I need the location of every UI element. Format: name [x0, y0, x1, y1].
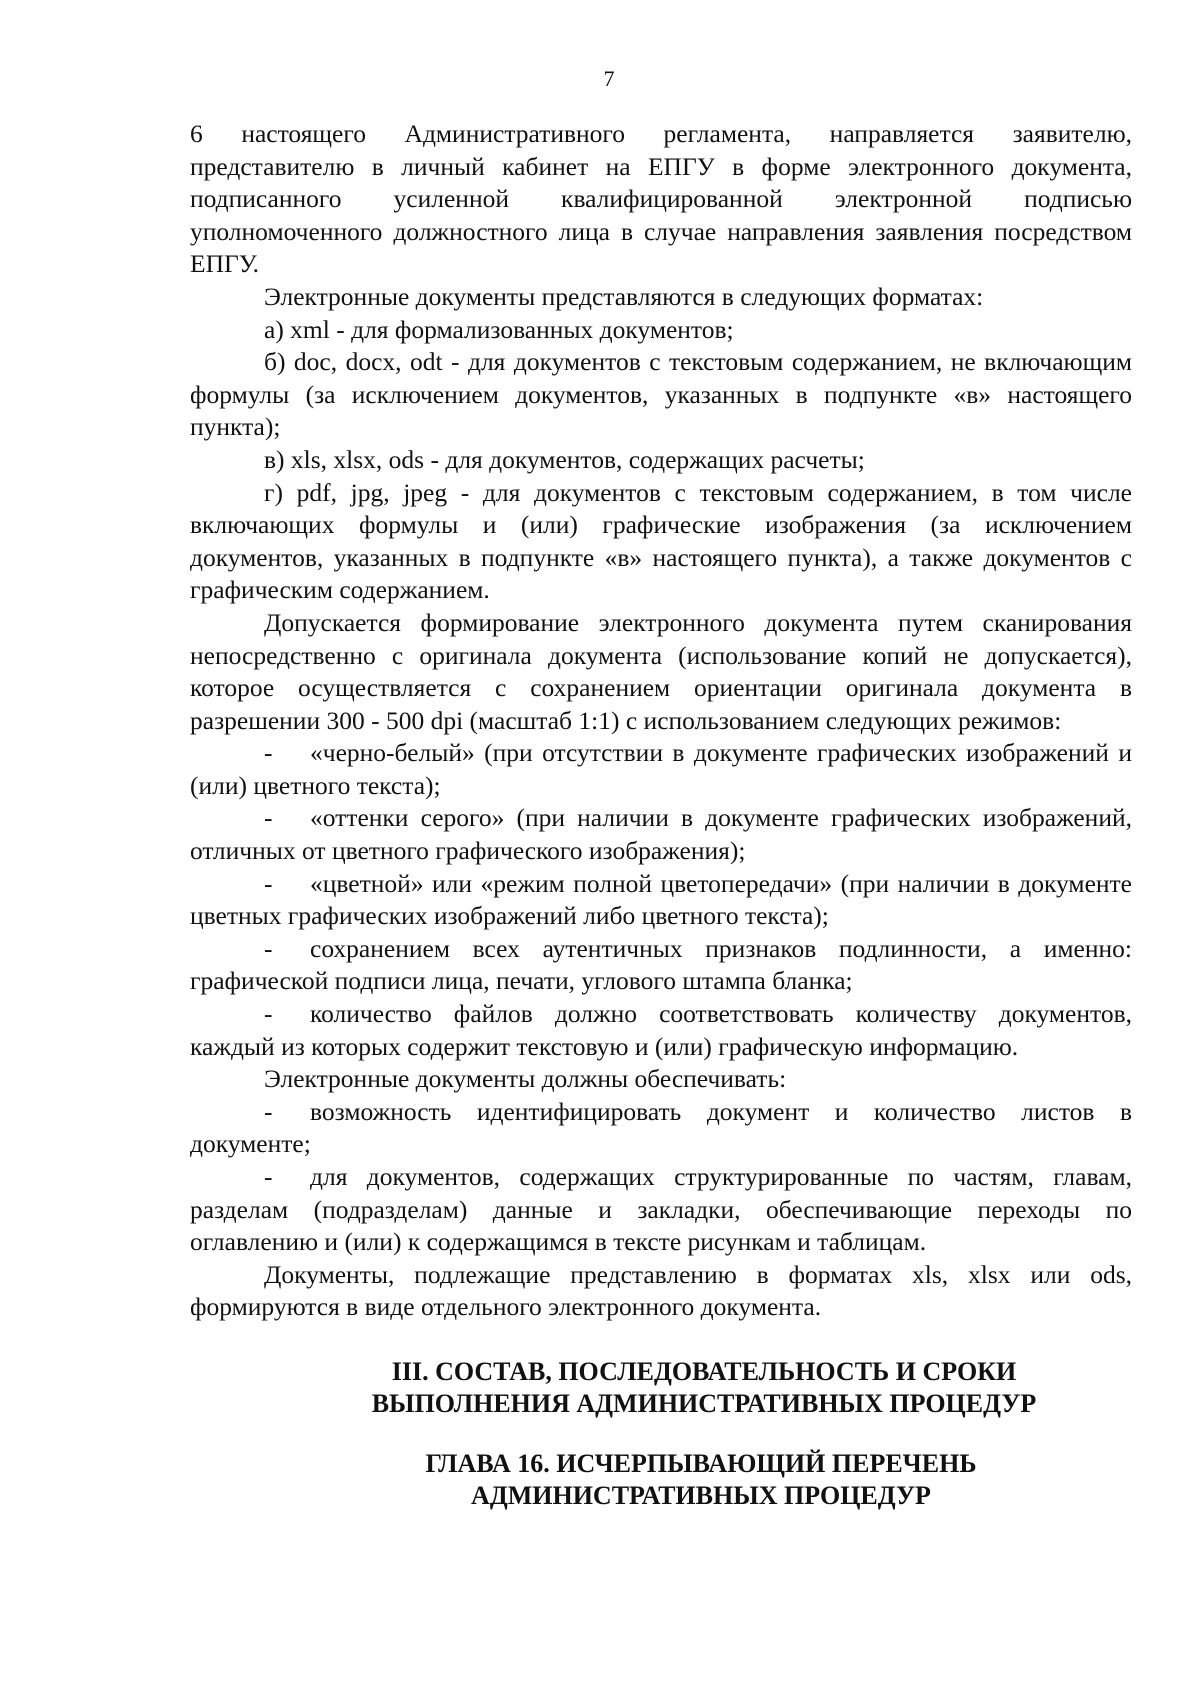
list-item-text: возможность идентифицировать документ и количество листов в документе;: [190, 1096, 1132, 1159]
paragraph-1: 6 настоящего Административного регламента, направляется заявителю, представителю в личный кабинет на ЕПГУ в форме электронного документа, подписанного усиленной квалифицированной электронной подписью уполномоченного должностного лица в случае направления заявления посредством ЕПГУ.: [190, 119, 1132, 279]
chapter-heading-line-2: АДМИНИСТРАТИВНЫХ ПРОЦЕДУР: [471, 1480, 931, 1510]
list-item: [190, 868, 1132, 933]
paragraph-6: г) pdf, jpg, jpeg - для документов с текстовым содержанием, в том числе включающих формулы и (или) графические изображения (за исключением документов, указанных в подпункте «в» настоящего пункта), а также документов с графическим содержанием.: [190, 477, 1132, 605]
page-number: 7: [603, 66, 615, 91]
section-heading: [190, 1356, 1132, 1420]
section-heading-line-1: III. СОСТАВ, ПОСЛЕДОВАТЕЛЬНОСТЬ И СРОКИ: [391, 1356, 1017, 1386]
dash-marker: -: [264, 999, 273, 1029]
list-item: [190, 737, 1132, 802]
paragraph-7: Допускается формирование электронного документа путем сканирования непосредственно с оригинала документа (использование копий не допускается), которое осуществляется с сохранением ориентации оригинала документа в разрешении 300 - 500 dpi (масштаб 1:1) с использованием следующих режимов:: [190, 607, 1132, 735]
chapter-heading-line-1: ГЛАВА 16. ИСЧЕРПЫВАЮЩИЙ ПЕРЕЧЕНЬ: [425, 1448, 977, 1478]
list-item: [190, 802, 1132, 867]
paragraph-5: в) xls, xlsx, ods - для документов, содержащих расчеты;: [264, 444, 865, 474]
section-heading-line-2: ВЫПОЛНЕНИЯ АДМИНИСТРАТИВНЫХ ПРОЦЕДУР: [371, 1388, 1037, 1418]
paragraph-2: Электронные документы представляются в следующих форматах:: [264, 281, 984, 311]
document-body: [190, 118, 1132, 1512]
dash-marker: -: [264, 868, 273, 898]
list-item-text: «оттенки серого» (при наличии в документе графических изображений, отличных от цветного графического изображения);: [190, 803, 1132, 866]
paragraph-3: а) xml - для формализованных документов;: [264, 314, 734, 344]
paragraph-final: Документы, подлежащие представлению в форматах xls, xlsx или ods, формируются в виде отдельного электронного документа.: [190, 1259, 1132, 1322]
chapter-heading: [190, 1448, 1132, 1512]
list-item-text: количество файлов должно соответствовать количеству документов, каждый из которых содержит текстовую и (или) графическую информацию.: [190, 999, 1132, 1061]
list-item: [190, 1096, 1132, 1161]
dash-marker: -: [264, 1096, 273, 1126]
list-item-text: «черно-белый» (при отсутствии в документе графических изображений и (или) цветного текста);: [190, 738, 1132, 800]
list-item-text: для документов, содержащих структурированные по частям, главам, разделам (подразделам) данные и закладки, обеспечивающие переходы по оглавлению и (или) к содержащимся в тексте рисункам и таблицам.: [190, 1162, 1132, 1257]
list-item: [190, 933, 1132, 998]
paragraph-requirements: Электронные документы должны обеспечивать:: [264, 1064, 787, 1094]
dash-marker: -: [264, 738, 273, 768]
list-item: [190, 1161, 1132, 1259]
list-item-text: «цветной» или «режим полной цветопередачи» (при наличии в документе цветных графических изображений либо цветного текста);: [190, 868, 1132, 931]
paragraph-4: б) doc, docx, odt - для документов с текстовым содержанием, не включающим формулы (за исключением документов, указанных в подпункте «в» настоящего пункта);: [190, 347, 1132, 442]
dash-marker: -: [264, 1162, 273, 1191]
list-item: [190, 998, 1132, 1063]
dash-marker: -: [264, 803, 273, 833]
dash-marker: -: [264, 933, 273, 963]
list-item-text: сохранением всех аутентичных признаков подлинности, а именно: графической подписи лица, печати, углового штампа бланка;: [190, 933, 1132, 996]
